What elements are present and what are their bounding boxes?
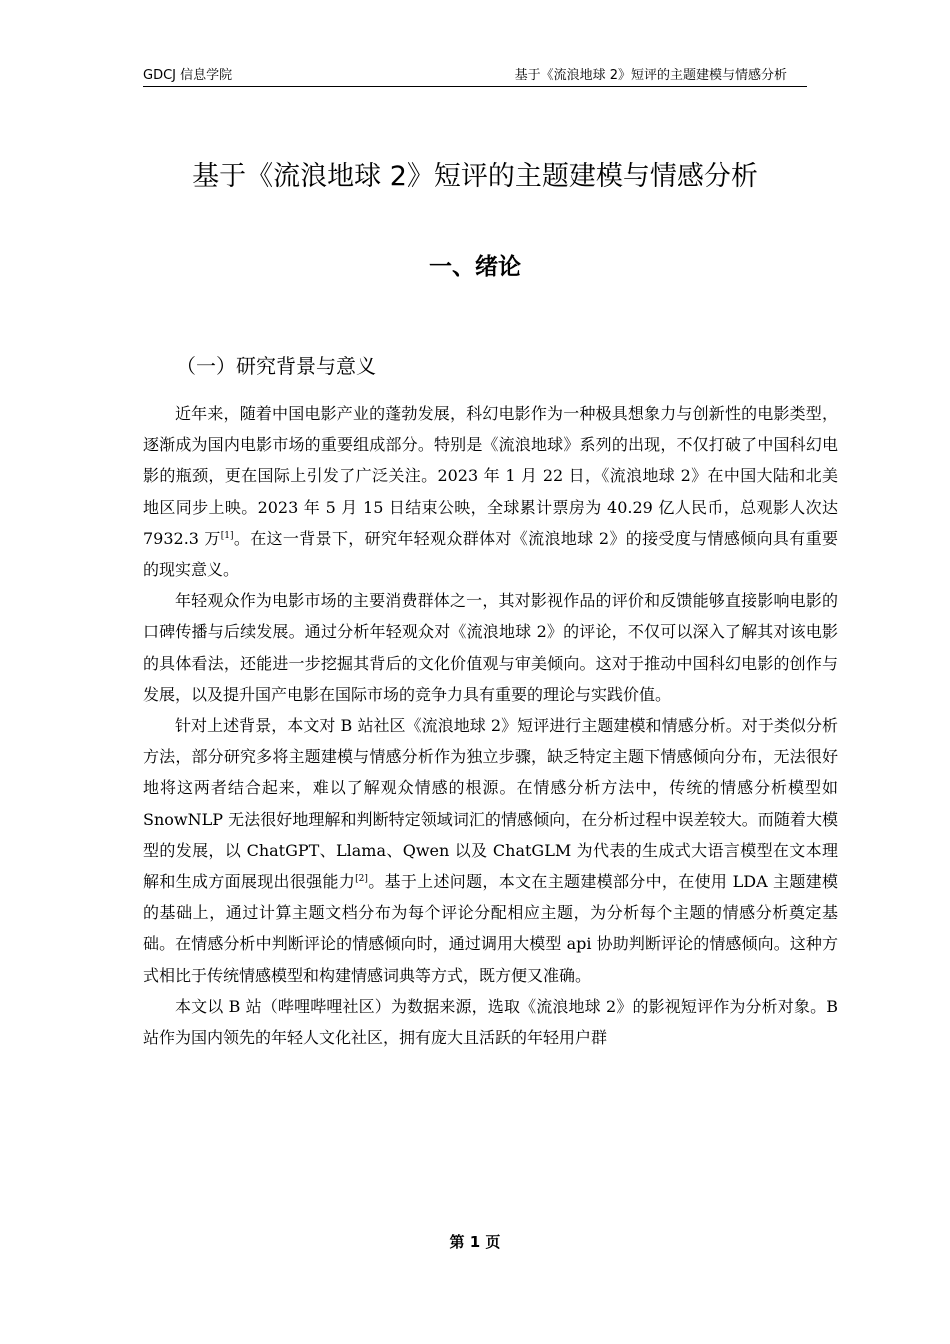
paragraph-3-text: 针对上述背景，本文对 B 站社区《流浪地球 2》短评进行主题建模和情感分析。对于类似分析方法，部分研究多将主题建模与情感分析作为独立步骤，缺乏特定主题下情感倾向分布，无法很好地将这两者结合起来，难以了解观众情感的根源。在情感分析方法中，传统的情感分析模型如 SnowNLP 无法很好地理解和判断特定领域词汇的情感倾向，在分析过程中误差较大。而随着大模型的发展，以 ChatGPT、Llama、Qwen 以及 ChatGLM 为代表的生成式大语言模型在文本理解和生成方面展现出很强能力 xyxy=(143,716,838,892)
page-number: 第 1 页 xyxy=(449,1233,501,1251)
section-heading: 一、绪论 xyxy=(429,254,521,280)
page-header xyxy=(143,68,807,87)
paragraph-1 xyxy=(143,398,838,585)
header-running-title: 基于《流浪地球 2》短评的主题建模与情感分析 xyxy=(514,68,787,83)
paragraph-1-text: 近年来，随着中国电影产业的蓬勃发展，科幻电影作为一种极具想象力与创新性的电影类型，逐渐成为国内电影市场的重要组成部分。特别是《流浪地球》系列的出现，不仅打破了中国科幻电影的瓶颈，更在国际上引发了广泛关注。2023 年 1 月 22 日，《流浪地球 2》在中国大陆和北美地区同步上映。2023 年 5 月 15 日结束公映，全球累计票房为 40.29 亿人民币，总观影人次达 7932.3 万 xyxy=(143,404,838,548)
paragraph-2: 年轻观众作为电影市场的主要消费群体之一，其对影视作品的评价和反馈能够直接影响电影的口碑传播与后续发展。通过分析年轻观众对《流浪地球 2》的评论，不仅可以深入了解其对该电影的具体看法，还能进一步挖掘其背后的文化价值观与审美倾向。这对于推动中国科幻电影的创作与发展，以及提升国产电影在国际市场的竞争力具有重要的理论与实践价值。 xyxy=(143,591,838,704)
paragraph-4: 本文以 B 站（哔哩哔哩社区）为数据来源，选取《流浪地球 2》的影视短评作为分析对象。B 站作为国内领先的年轻人文化社区，拥有庞大且活跃的年轻用户群 xyxy=(143,996,838,1048)
paragraph-3-tail: 。基于上述问题，本文在主题建模部分中，在使用 LDA 主题建模的基础上，通过计算主题文档分布为每个评论分配相应主题，为分析每个主题的情感分析奠定基础。在情感分析中判断评论的情感倾向时，通过调用大模型 api 协助判断评论的情感倾向。这种方式相比于传统情感模型和构建情感词典等方式，既方便又准确。 xyxy=(143,872,838,985)
paragraph-3 xyxy=(143,710,838,991)
paragraph-1-tail: 。在这一背景下，研究年轻观众群体对《流浪地球 2》的接受度与情感倾向具有重要的现实意义。 xyxy=(143,528,838,580)
header-institution: GDCJ 信息学院 xyxy=(143,68,233,83)
paper-title: 基于《流浪地球 2》短评的主题建模与情感分析 xyxy=(192,161,758,192)
citation-1: [1] xyxy=(220,530,234,541)
citation-2: [2] xyxy=(355,874,368,885)
subsection-heading: （一）研究背景与意义 xyxy=(176,354,376,378)
body-text xyxy=(143,398,838,1053)
